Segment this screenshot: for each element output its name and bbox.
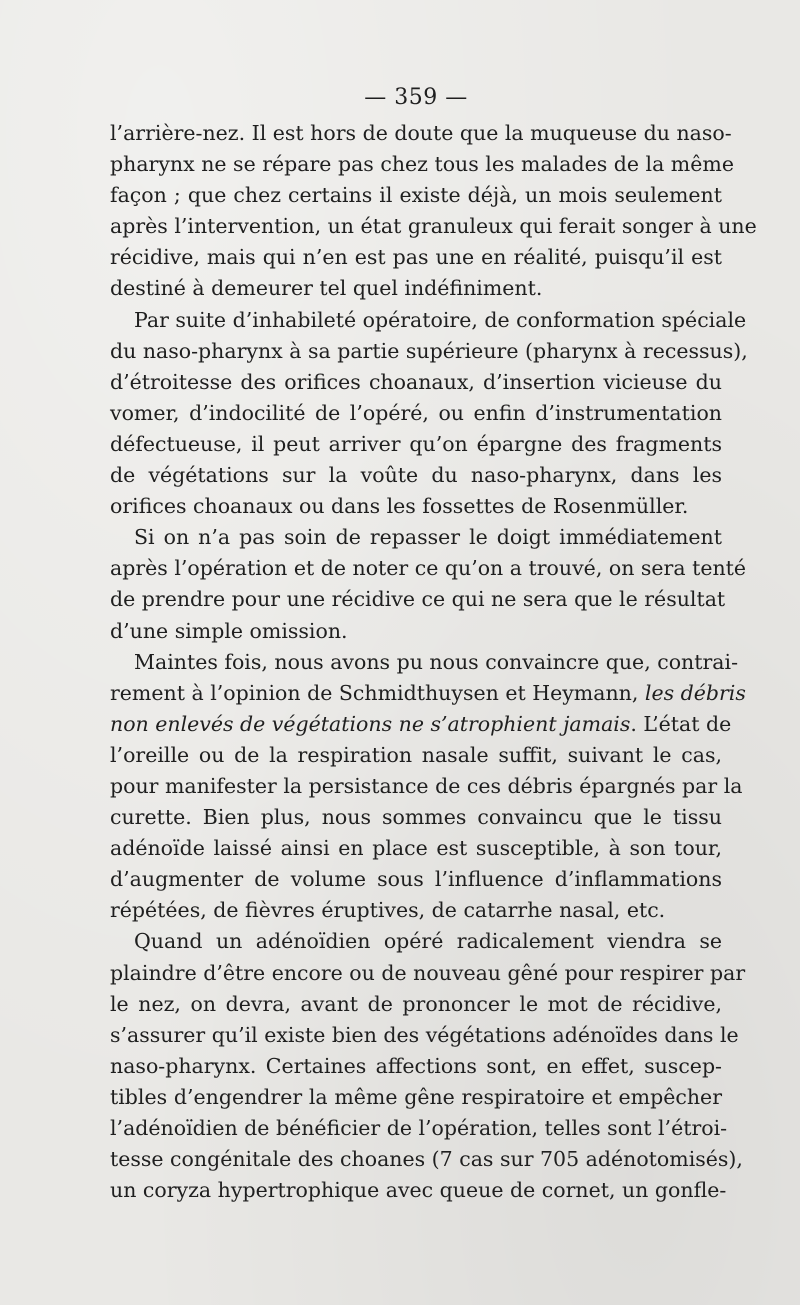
italic-segment: les débris <box>644 680 746 705</box>
text-line: l’arrière-nez. Il est hors de doute que la muqueuse du naso- <box>110 121 732 145</box>
text-line: Quand un adénoïdien opéré radicalement viendra se <box>134 929 722 954</box>
text-line: plaindre d’être encore ou de nouveau gêné pour respirer par <box>110 960 746 985</box>
text-line <box>110 678 746 709</box>
text-line: le nez, on devra, avant de prononcer le mot de récidive, <box>110 991 722 1016</box>
text-line: d’augmenter de volume sous l’influence d’inflammations <box>110 867 722 892</box>
text-line: vomer, d’indocilité de l’opéré, ou enfin d’instrumentation <box>110 400 722 425</box>
paragraph-3 <box>110 522 747 646</box>
document-page <box>110 84 757 1206</box>
text-line: défectueuse, il peut arriver qu’on épargne des fragments <box>110 431 722 456</box>
text-line: façon ; que chez certains il existe déjà, un mois seulement <box>110 183 722 208</box>
text-line: naso-pharynx. Certaines affections sont, en effet, suscep- <box>110 1053 722 1078</box>
text-line: s’assurer qu’il existe bien des végétations adénoïdes dans le <box>110 1022 739 1047</box>
text-line: adénoïde laissé ainsi en place est susceptible, à son tour, <box>110 836 722 861</box>
text-segment: . L’état de <box>630 711 732 736</box>
italic-segment: non enlevés de végétations ne s’atrophient jamais <box>110 711 631 736</box>
text-line: tesse congénitale des choanes (7 cas sur 705 adénotomisés), <box>110 1147 743 1172</box>
text-line: orifices choanaux ou dans les fossettes de Rosenmüller. <box>110 494 689 519</box>
text-line: l’oreille ou de la respiration nasale suffit, suivant le cas, <box>110 742 722 767</box>
text-line: pour manifester la persistance de ces débris épargnés par la <box>110 773 743 798</box>
text-line: Maintes fois, nous avons pu nous convaincre que, contrai- <box>134 649 738 674</box>
text-line: d’étroitesse des orifices choanaux, d’insertion vicieuse du <box>110 369 722 394</box>
text-line: destiné à demeurer tel quel indéfiniment. <box>110 276 543 301</box>
text-line: répétées, de fièvres éruptives, de catarrhe nasal, etc. <box>110 898 666 923</box>
paragraph-1 <box>110 118 757 305</box>
text-line: après l’opération et de noter ce qu’on a trouvé, on sera tenté <box>110 556 747 581</box>
text-line: de végétations sur la voûte du naso-pharynx, dans les <box>110 463 722 488</box>
text-line: d’une simple omission. <box>110 618 348 643</box>
text-line: pharynx ne se répare pas chez tous les malades de la même <box>110 152 734 177</box>
text-line: curette. Bien plus, nous sommes convaincu que le tissu <box>110 805 722 830</box>
text-line: après l’intervention, un état granuleux qui ferait songer à une <box>110 214 757 239</box>
text-line: Par suite d’inhabileté opératoire, de conformation spéciale <box>134 307 747 332</box>
paragraph-2 <box>110 305 748 523</box>
page-number: — 359 — <box>364 85 468 110</box>
text-line: du naso-pharynx à sa partie supérieure (pharynx à recessus), <box>110 338 748 363</box>
paragraph-5 <box>110 926 746 1206</box>
text-line: de prendre pour une récidive ce qui ne sera que le résultat <box>110 587 726 612</box>
text-segment: rement à l’opinion de Schmidthuysen et Heymann, <box>110 680 645 705</box>
text-line: un coryza hypertrophique avec queue de cornet, un gonfle- <box>110 1178 727 1203</box>
text-line: tibles d’engendrer la même gêne respiratoire et empêcher <box>110 1084 722 1109</box>
text-line <box>110 709 732 740</box>
text-line: l’adénoïdien de bénéficier de l’opération, telles sont l’étroi- <box>110 1116 728 1140</box>
text-line: Si on n’a pas soin de repasser le doigt immédiatement <box>134 525 722 550</box>
paragraph-4 <box>110 647 746 927</box>
text-line: récidive, mais qui n’en est pas une en réalité, puisqu’il est <box>110 245 722 270</box>
